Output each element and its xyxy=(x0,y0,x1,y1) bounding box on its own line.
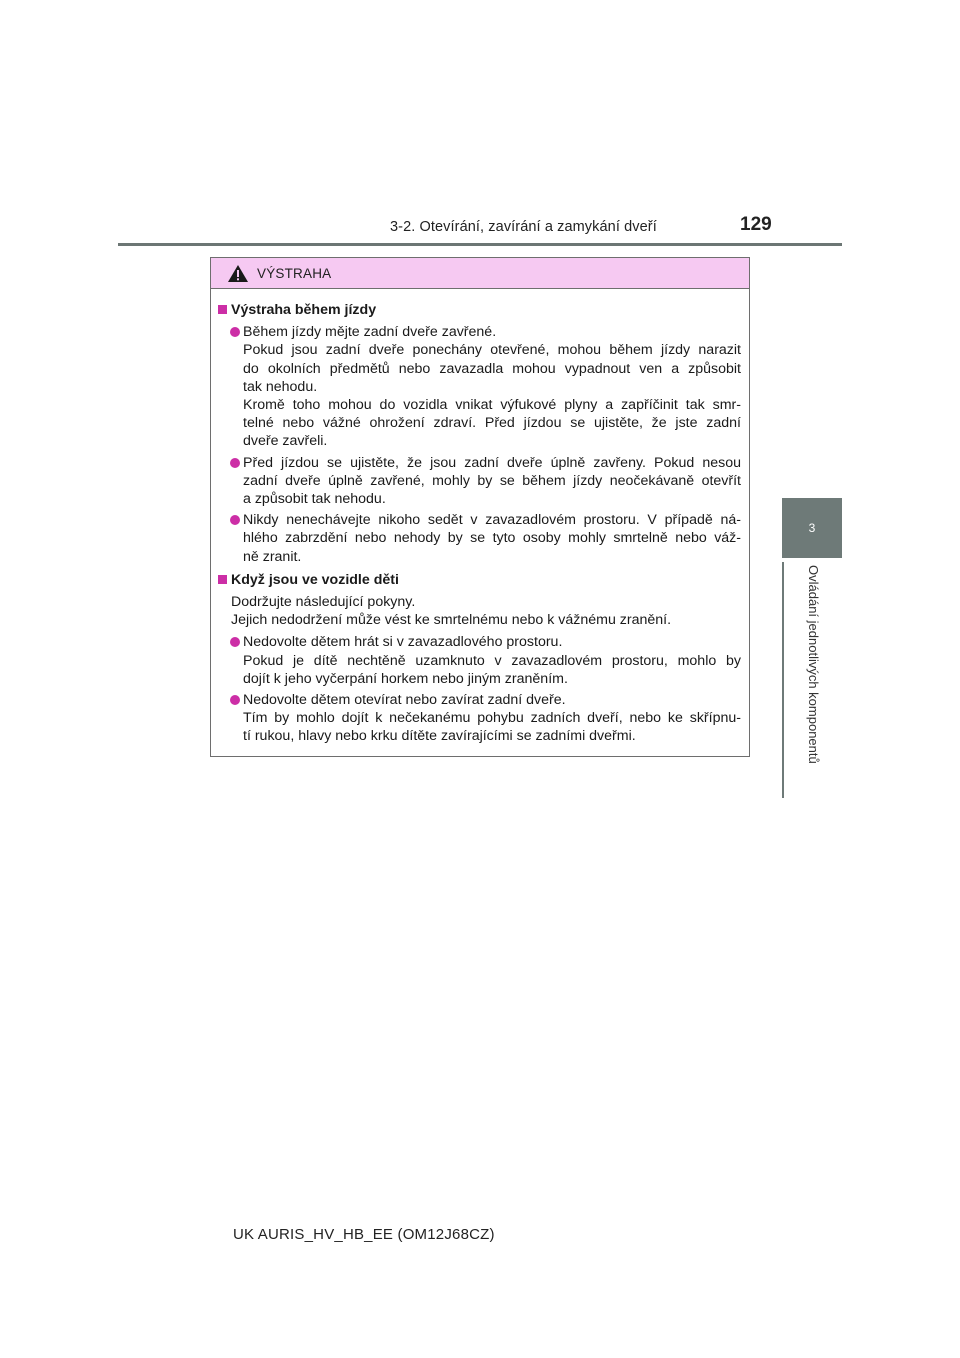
round-bullet-icon xyxy=(230,458,240,468)
warning-body xyxy=(211,289,749,746)
warning-box xyxy=(210,257,750,757)
list-item: Během jízdy mějte zadní dveře zavřené. Pokud jsou zadní dveře ponechány otevřené, mohou během jízdy narazit do okolních předmětů nebo zavazadla mohou vypadnout ven a způsobit tak nehodu. Kromě toho mohou do vozidla vnikat výfukové plyny a zapříčinit tak smr- telné nebo vážné ohrožení zdraví. Před jízdou se ujistěte, že jste zadní dveře zavřeli. xyxy=(217,323,741,450)
header-divider xyxy=(118,243,842,246)
square-bullet-icon xyxy=(218,575,227,584)
list-item: Nedovolte dětem hrát si v zavazadlového prostoru. Pokud je dítě nechtěně uzamknuto v zavazadlovém prostoru, mohlo by dojít k jeho vyčerpání horkem nebo jiným zraněním. xyxy=(217,633,741,688)
round-bullet-icon xyxy=(230,695,240,705)
square-bullet-icon xyxy=(218,305,227,314)
page-number: 129 xyxy=(740,214,772,235)
warning-title: VÝSTRAHA xyxy=(257,265,332,281)
section-title-driving: Výstraha během jízdy xyxy=(217,301,741,319)
running-header-section: 3-2. Otevírání, zavírání a zamykání dveří xyxy=(390,219,657,235)
round-bullet-icon xyxy=(230,515,240,525)
chapter-number: 3 xyxy=(808,521,816,535)
round-bullet-icon xyxy=(230,637,240,647)
list-item: Před jízdou se ujistěte, že jsou zadní dveře úplně zavřeny. Pokud nesou zadní dveře úplně zavřené, mohly by se během jízdy neočekávaně otevřít a způsobit tak nehodu. xyxy=(217,454,741,509)
chapter-label: Ovládání jednotlivých komponentů xyxy=(806,565,821,764)
footer-model-code: UK AURIS_HV_HB_EE (OM12J68CZ) xyxy=(233,1226,495,1243)
list-item: Nikdy nenechávejte nikoho sedět v zavazadlovém prostoru. V případě ná- hlého zabrzdění nebo nehody by se tyto osoby mohly smrtelně nebo váž- ně zranit. xyxy=(217,511,741,566)
list-item: Nedovolte dětem otevírat nebo zavírat zadní dveře. Tím by mohlo dojít k nečekanému pohybu zadních dveří, nebo ke skřípnu- tí rukou, hlavy nebo krku dítěte zavírajícími se zadními dveřmi. xyxy=(217,691,741,746)
warning-header xyxy=(211,258,749,289)
round-bullet-icon xyxy=(230,327,240,337)
chapter-tab xyxy=(782,498,842,558)
section-title-children: Když jsou ve vozidle děti xyxy=(217,571,741,589)
warning-triangle-icon xyxy=(227,264,249,283)
section-intro: Dodržujte následující pokyny. Jejich nedodržení může vést ke smrtelnému nebo k vážnému zranění. xyxy=(231,594,672,629)
